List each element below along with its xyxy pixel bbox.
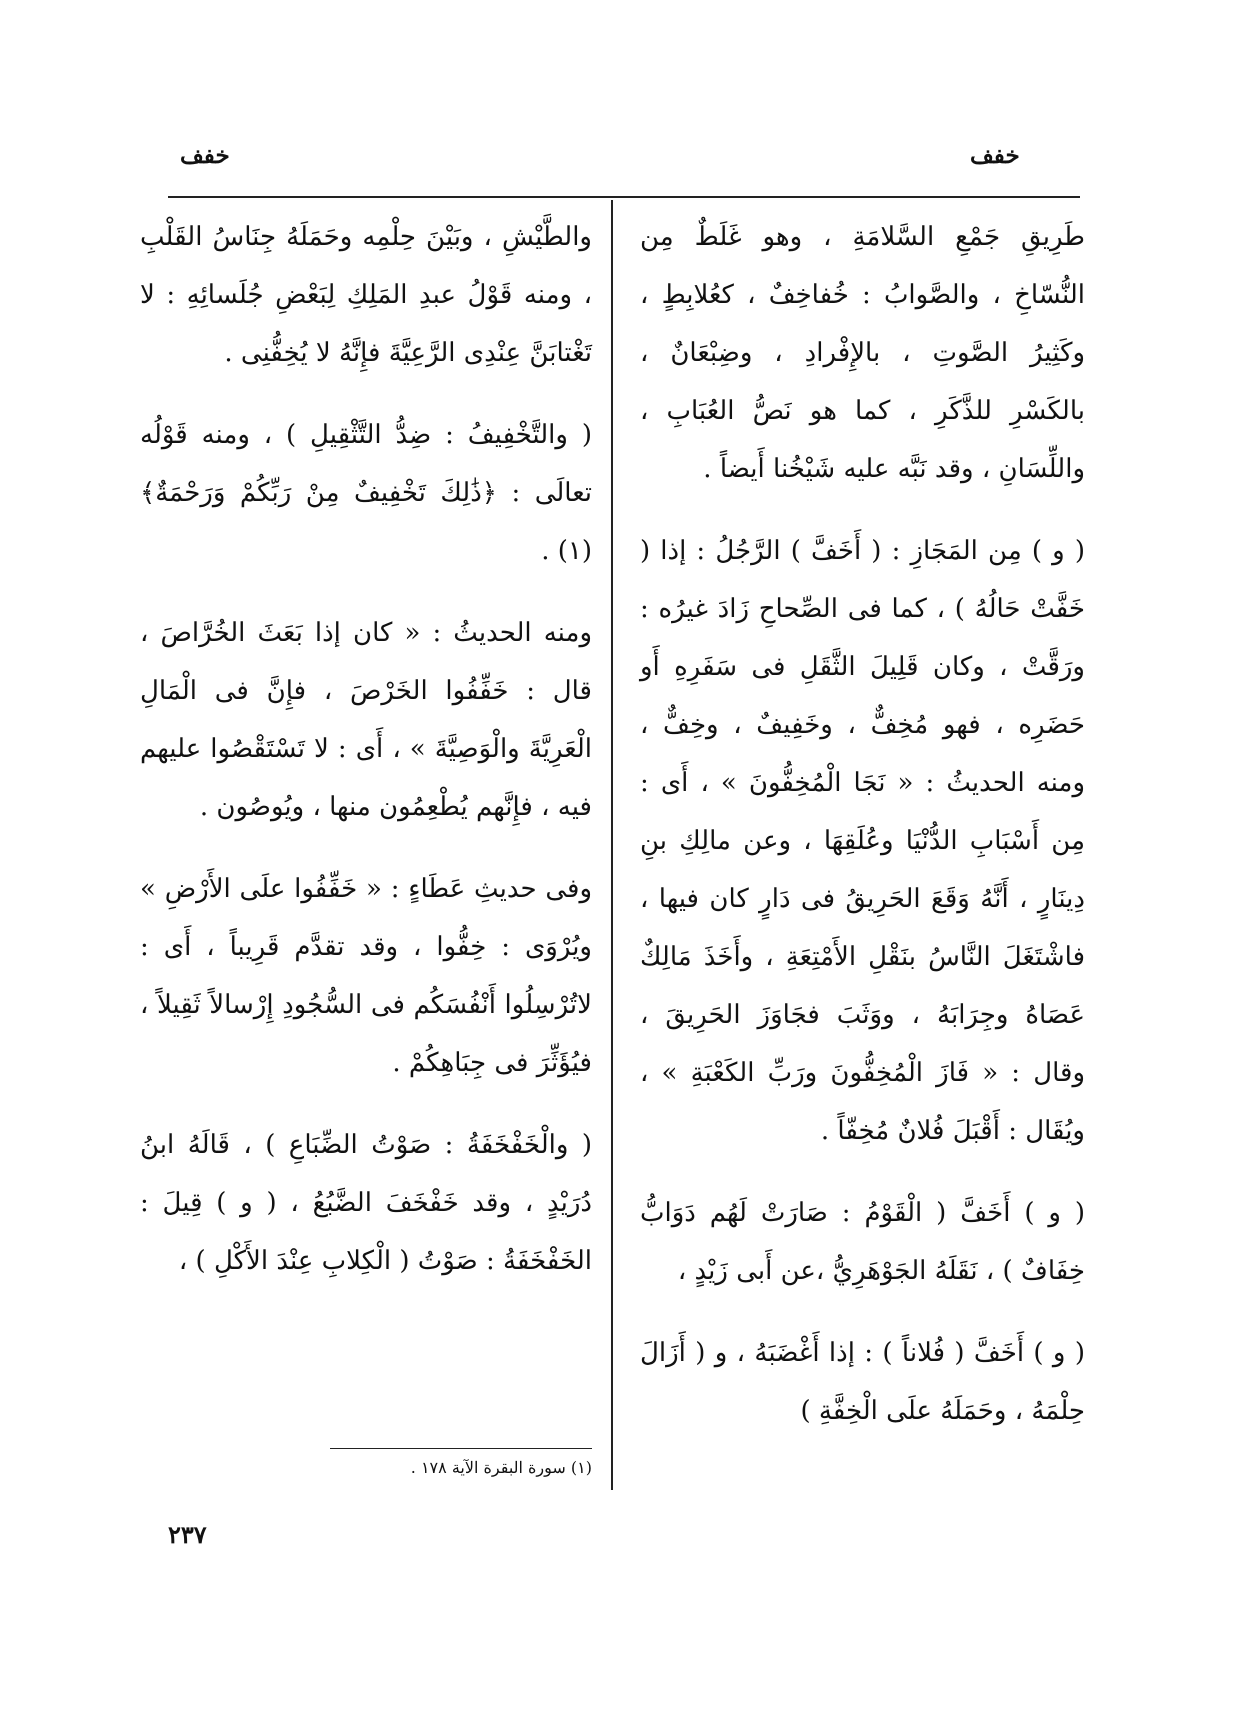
right-column	[640, 208, 1085, 1464]
left-column-paragraph-3: ومنه الحديثُ : « كان إذا بَعَثَ الخُرَّاصَ ، قال : خَفِّفُوا الخَرْصَ ، فإِنَّ فى الْمَالِ الْعَرِيَّةَ والْوَصِيَّةَ » ، أَى : لا تَسْتَقْصُوا عليهم فيه ، فإِنَّهم يُطْعِمُون منها ، ويُوصُون .	[140, 618, 592, 822]
left-column	[140, 208, 592, 1314]
header-root-word-right: خفف	[970, 142, 1020, 169]
left-column-paragraph-4: وفى حديثِ عَطَاءٍ : « خَفِّفُوا علَى الأَرْضِ » ويُرْوَى : خِفُّوا ، وقد تقدَّم قَرِيباً ، أَى : لاتُرْسِلُوا أَنْفُسَكُم فى السُّجُودِ إِرْسالاً ثَقِيلاً ، فيُؤَثِّرَ فى جِبَاهِكُمْ .	[140, 874, 592, 1078]
right-column-paragraph-4: ( و ) أَخَفَّ ( فُلاناً ) : إذا أَغْضَبَهُ ، و ( أَزَالَ حِلْمَهُ ، وحَمَلَهُ علَى الْخِفَّةِ )	[640, 1338, 1085, 1426]
footnote: (١) سورة البقرة الآية ١٧٨ .	[410, 1458, 592, 1477]
right-column-paragraph-3: ( و ) أَخَفَّ ( الْقَوْمُ : صَارَتْ لَهُم دَوَابُّ خِفَافٌ ) ، نَقَلَهُ الجَوْهَرِيُّ ،عن أَبى زَيْدٍ ،	[640, 1198, 1085, 1286]
page-number: ٢٣٧	[168, 1520, 207, 1549]
header-root-word-left: خفف	[180, 142, 230, 169]
left-column-paragraph-2: ( والتَّخْفِيفُ : ضِدُّ التَّثْقِيلِ ) ، ومنه قَوْلُه تعالَى : ﴿ذَٰلِكَ تَخْفِيفٌ مِنْ رَبِّكُمْ وَرَحْمَةٌ﴾ (١) .	[140, 420, 592, 566]
right-column-paragraph-1: طَرِيقِ جَمْعِ السَّلامَةِ ، وهو غَلَطٌ مِن النُّسّاخِ ، والصَّوابُ : خُفاخِفٌ ، كعُلابِطٍ ، وكَثِيرُ الصَّوتِ ، بالإِفْرادِ ، وضِبْعَانٌ ، بالكَسْرِ للذَّكَرِ ، كما هو نَصُّ العُبَابِ ، واللِّسَانِ ، وقد نَبَّه عليه شَيْخُنا أَيضاً .	[640, 222, 1085, 484]
header-rule	[168, 196, 1080, 198]
left-column-paragraph-1: والطَّيْشِ ، وبَيْنَ حِلْمِه وحَمَلَهُ جِنَاسُ القَلْبِ ، ومنه قَوْلُ عبدِ المَلِكِ لِبَعْضِ جُلَسائِهِ : لا تَغْتابَنَّ عِنْدِى الرَّعِيَّةَ فإِنَّهُ لا يُخِفُّنِى .	[140, 222, 592, 368]
left-column-paragraph-5: ( والْخَفْخَفَةُ : صَوْتُ الضِّبَاعِ ) ، قَالَهُ ابنُ دُرَيْدٍ ، وقد خَفْخَفَ الضَّبُعُ ، ( و ) قِيلَ : الخَفْخَفَةُ : صَوْتُ ( الْكِلابِ عِنْدَ الأَكْلِ ) ،	[140, 1130, 592, 1276]
right-column-paragraph-2: ( و ) مِن المَجَازِ : ( أَخَفَّ ) الرَّجُلُ : إذا ( خَفَّتْ حَالُهُ ) ، كما فى الصِّحاحِ زَادَ غيرُه : ورَقَّتْ ، وكان قَلِيلَ الثَّقَلِ فى سَفَرِهِ أَو حَضَرِه ، فهو مُخِفٌّ ، وخَفِيفٌ ، وخِفٌّ ، ومنه الحديثُ : « نَجَا الْمُخِفُّونَ » ، أَى : مِن أَسْبَابِ الدُّنْيَا وعُلَقِهَا ، وعن مالِكِ بنِ دِينَارٍ ، أَنَّهُ وَقَعَ الحَرِيقُ فى دَارٍ كان فيها ، فاشْتَغَلَ النَّاسُ بنَقْلِ الأَمْتِعَةِ ، وأَخَذَ مَالِكٌ عَصَاهُ وجِرَابَهُ ، ووَثَبَ فجَاوَزَ الحَرِيقَ ، وقال : « فَازَ الْمُخِفُّونَ ورَبِّ الكَعْبَةِ » ، ويُقَال : أَقْبَلَ فُلانٌ مُخِفّاً .	[640, 536, 1085, 1146]
column-divider	[611, 200, 613, 1490]
footnote-rule	[330, 1448, 592, 1449]
